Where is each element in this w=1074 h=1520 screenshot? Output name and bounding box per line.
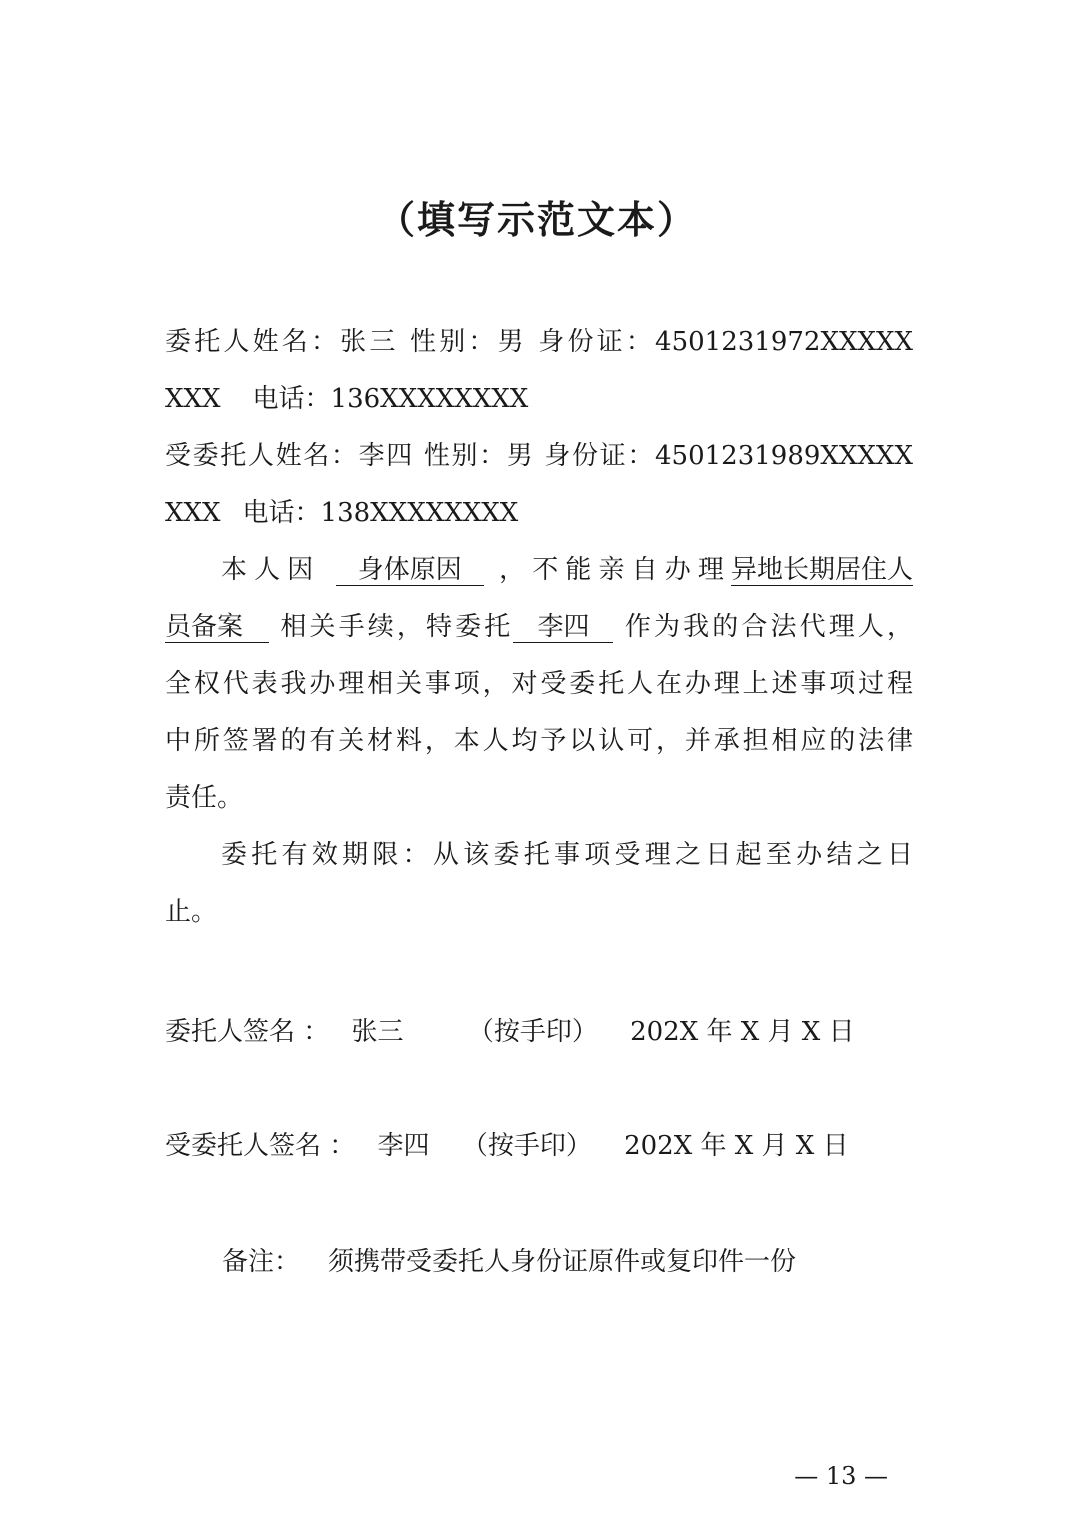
matter-field-part1: 异地长期居住人 [730, 555, 913, 585]
remark-line [222, 1242, 796, 1282]
principal-gender-label: 性别： [410, 327, 498, 357]
principal-fingerprint: （按手印） [467, 1017, 598, 1047]
principal-phone: 136XXXXXXXX [330, 384, 529, 414]
principal-phone-label: 电话： [252, 384, 331, 414]
agent-id-label: 身份证： [544, 441, 655, 471]
reason-field: 身体原因 [336, 556, 484, 586]
agent-fingerprint: （按手印） [461, 1131, 592, 1161]
principal-signature-line [165, 1012, 855, 1052]
agent-signature-name: 李四 [377, 1131, 430, 1161]
agent-name-label: 受委托人姓名： [165, 441, 359, 471]
agent-gender-label: 性别： [423, 441, 507, 471]
agent-name: 李四 [358, 441, 414, 471]
validity-line-2: 止。 [165, 897, 218, 927]
paragraph-text-a: 本人因 [221, 555, 321, 585]
principal-info-line-2 [165, 371, 913, 428]
principal-id-part2: XXX [165, 384, 221, 414]
paragraph-text-d: 作为我的合法代理人， [624, 612, 913, 642]
principal-signature-label: 委托人签名 ： [165, 1017, 330, 1047]
agent-date: 202X 年 X 月 X 日 [624, 1131, 849, 1161]
principal-info-line-1 [165, 314, 913, 371]
page-number: — 13 — [794, 1462, 888, 1490]
principal-id-part1: 4501231972XXXXX [655, 327, 913, 357]
agent-signature-label: 受委托人签名 ： [165, 1131, 356, 1161]
agent-info-line-2 [165, 485, 913, 542]
principal-gender: 男 [497, 327, 527, 357]
agent-signature-line [165, 1126, 849, 1166]
principal-id-label: 身份证： [538, 327, 656, 357]
paragraph-line-4: 中所签署的有关材料，本人均予以认可，并承担相应的法律 [165, 726, 913, 756]
agent-gender: 男 [506, 441, 535, 471]
agent-id-part2: XXX [165, 498, 221, 528]
paragraph-text-b: ，不能亲自办理 [499, 555, 731, 585]
principal-name: 张三 [340, 327, 399, 357]
validity-line-1: 委托有效期限：从该委托事项受理之日起至办结之日 [221, 840, 913, 870]
paragraph-line-3: 全权代表我办理相关事项，对受委托人在办理上述事项过程 [165, 669, 913, 699]
agent-name-field: 李四 [513, 613, 613, 643]
paragraph-line-5: 责任。 [165, 783, 244, 813]
agent-phone-label: 电话： [242, 498, 321, 528]
document-title: （填写示范文本） [376, 197, 697, 242]
remark-text: 须携带受委托人身份证原件或复印件一份 [328, 1247, 797, 1277]
remark-label: 备注： [222, 1247, 301, 1277]
agent-info-line-1 [165, 428, 913, 485]
paragraph-text-c: 相关手续，特委托 [280, 612, 514, 642]
principal-date: 202X 年 X 月 X 日 [630, 1017, 855, 1047]
principal-name-label: 委托人姓名： [165, 327, 341, 357]
principal-signature-name: 张三 [351, 1017, 404, 1047]
document-body [165, 314, 913, 941]
agent-id-part1: 4501231989XXXXX [654, 441, 913, 471]
agent-phone: 138XXXXXXXX [320, 498, 519, 528]
paragraph-line-2 [165, 599, 913, 656]
matter-field-part2: 员备案 [165, 613, 269, 643]
paragraph-line-1 [165, 542, 913, 599]
